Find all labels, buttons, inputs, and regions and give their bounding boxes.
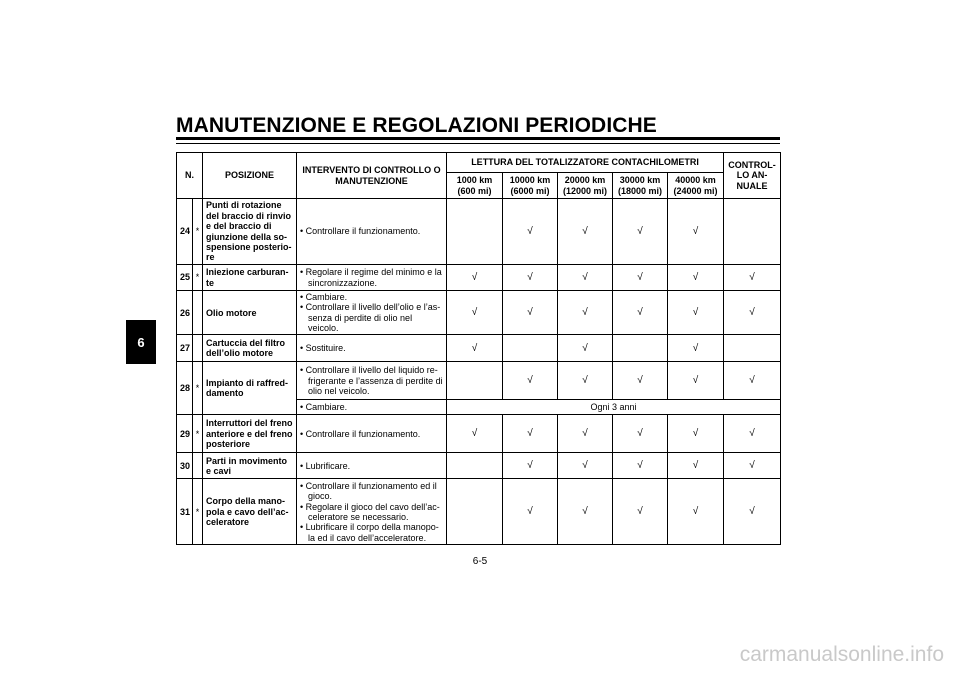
- row-actions: [297, 291, 447, 335]
- table-row: [177, 199, 781, 265]
- check-cell: [447, 199, 503, 265]
- check-cell: √: [558, 479, 613, 545]
- asterisk-marker: *: [193, 415, 203, 453]
- title-rule-thin: [176, 143, 780, 144]
- check-cell: √: [668, 479, 724, 545]
- row-number: 28: [177, 362, 193, 415]
- table-row: [177, 415, 781, 453]
- row-actions: [297, 415, 447, 453]
- check-cell: √: [613, 453, 668, 479]
- check-cell: √: [724, 291, 781, 335]
- check-cell: √: [668, 291, 724, 335]
- chapter-tab: 6: [126, 320, 156, 364]
- check-cell: √: [668, 199, 724, 265]
- interval-note: Ogni 3 anni: [447, 400, 781, 415]
- action-item: • Controllare il funzionamento ed il gioco.: [300, 481, 443, 502]
- check-cell: √: [503, 199, 558, 265]
- row-position: Interruttori del freno anteriore e del freno posteriore: [203, 415, 297, 453]
- check-cell: √: [724, 415, 781, 453]
- header-interval: 20000 km (12000 mi): [558, 173, 613, 199]
- table-row: [177, 479, 781, 545]
- title-rule: [176, 137, 780, 140]
- action-item: • Controllare il funzionamento.: [300, 226, 443, 236]
- check-cell: √: [613, 362, 668, 400]
- check-cell: √: [558, 199, 613, 265]
- page-number: 6-5: [472, 556, 488, 567]
- action-item: • Regolare il gioco del cavo dell’ac-celeratore se necessario.: [300, 502, 443, 523]
- check-cell: √: [724, 362, 781, 400]
- table-row: [177, 335, 781, 362]
- row-number: 26: [177, 291, 193, 335]
- check-cell: √: [447, 291, 503, 335]
- check-cell: √: [503, 265, 558, 291]
- check-cell: [724, 199, 781, 265]
- check-cell: √: [558, 335, 613, 362]
- check-cell: √: [613, 265, 668, 291]
- check-cell: √: [724, 265, 781, 291]
- watermark: carmanualsonline.info: [739, 643, 944, 666]
- header-interval: 30000 km (18000 mi): [613, 173, 668, 199]
- check-cell: √: [724, 479, 781, 545]
- row-number: 30: [177, 453, 193, 479]
- check-cell: √: [668, 415, 724, 453]
- action-item: • Cambiare.: [300, 292, 443, 302]
- check-cell: √: [558, 291, 613, 335]
- action-item: • Controllare il livello dell’olio e l’as-senza di perdite di olio nel veicolo.: [300, 302, 443, 333]
- check-cell: √: [668, 453, 724, 479]
- action-item: • Lubrificare il corpo della manopo-la ed il cavo dell’acceleratore.: [300, 522, 443, 543]
- action-item: • Lubrificare.: [300, 461, 443, 471]
- action-item: • Controllare il funzionamento.: [300, 429, 443, 439]
- asterisk-marker: *: [193, 199, 203, 265]
- check-cell: √: [668, 362, 724, 400]
- row-actions: [297, 479, 447, 545]
- row-actions: [297, 453, 447, 479]
- header-annual: CONTROL-LO AN-NUALE: [724, 153, 781, 199]
- action-item: • Controllare il livello del liquido re-frigerante e l’assenza di perdite di olio nel veicolo.: [300, 365, 443, 396]
- row-number: 31: [177, 479, 193, 545]
- row-actions: [297, 362, 447, 400]
- asterisk-marker: [193, 291, 203, 335]
- row-position: Cartuccia del filtro dell’olio motore: [203, 335, 297, 362]
- row-position: Olio motore: [203, 291, 297, 335]
- row-position: Corpo della mano-pola e cavo dell’ac-celeratore: [203, 479, 297, 545]
- check-cell: [447, 479, 503, 545]
- page-title: MANUTENZIONE E REGOLAZIONI PERIODICHE: [176, 114, 657, 137]
- check-cell: √: [558, 362, 613, 400]
- check-cell: √: [558, 415, 613, 453]
- action-item: • Regolare il regime del minimo e la sincronizzazione.: [300, 267, 443, 288]
- row-number: 25: [177, 265, 193, 291]
- check-cell: √: [503, 362, 558, 400]
- check-cell: √: [613, 415, 668, 453]
- row-actions: [297, 400, 447, 415]
- header-interval: 40000 km (24000 mi): [668, 173, 724, 199]
- header-interval: 1000 km (600 mi): [447, 173, 503, 199]
- row-position: Punti di rotazione del braccio di rinvio e del braccio di giunzione della so-spensione posterio-re: [203, 199, 297, 265]
- header-odometer: LETTURA DEL TOTALIZZATORE CONTACHILOMETRI: [447, 153, 724, 173]
- check-cell: [447, 453, 503, 479]
- asterisk-marker: [193, 335, 203, 362]
- asterisk-marker: *: [193, 362, 203, 415]
- header-interval: 10000 km (6000 mi): [503, 173, 558, 199]
- check-cell: √: [503, 415, 558, 453]
- check-cell: √: [447, 335, 503, 362]
- row-actions: [297, 199, 447, 265]
- action-item: • Cambiare.: [300, 402, 443, 412]
- check-cell: √: [558, 265, 613, 291]
- table-row: [177, 265, 781, 291]
- table-row: [177, 453, 781, 479]
- check-cell: √: [613, 479, 668, 545]
- row-number: 29: [177, 415, 193, 453]
- check-cell: √: [447, 265, 503, 291]
- maintenance-table: [176, 152, 781, 545]
- asterisk-marker: *: [193, 479, 203, 545]
- row-number: 27: [177, 335, 193, 362]
- check-cell: √: [613, 291, 668, 335]
- check-cell: √: [724, 453, 781, 479]
- header-position: POSIZIONE: [203, 153, 297, 199]
- check-cell: √: [503, 479, 558, 545]
- row-actions: [297, 265, 447, 291]
- check-cell: [503, 335, 558, 362]
- check-cell: [447, 362, 503, 400]
- check-cell: √: [447, 415, 503, 453]
- row-position: Impianto di raffred-damento: [203, 362, 297, 415]
- table-row: [177, 362, 781, 400]
- check-cell: [613, 335, 668, 362]
- check-cell: [724, 335, 781, 362]
- check-cell: √: [613, 199, 668, 265]
- check-cell: √: [668, 335, 724, 362]
- asterisk-marker: [193, 453, 203, 479]
- check-cell: √: [668, 265, 724, 291]
- header-n: N.: [177, 153, 203, 199]
- check-cell: √: [503, 291, 558, 335]
- row-position: Iniezione carburan-te: [203, 265, 297, 291]
- table-row: [177, 291, 781, 335]
- row-position: Parti in movimento e cavi: [203, 453, 297, 479]
- header-action: INTERVENTO DI CONTROLLO O MANUTENZIONE: [297, 153, 447, 199]
- check-cell: √: [558, 453, 613, 479]
- asterisk-marker: *: [193, 265, 203, 291]
- check-cell: √: [503, 453, 558, 479]
- row-actions: [297, 335, 447, 362]
- row-number: 24: [177, 199, 193, 265]
- action-item: • Sostituire.: [300, 343, 443, 353]
